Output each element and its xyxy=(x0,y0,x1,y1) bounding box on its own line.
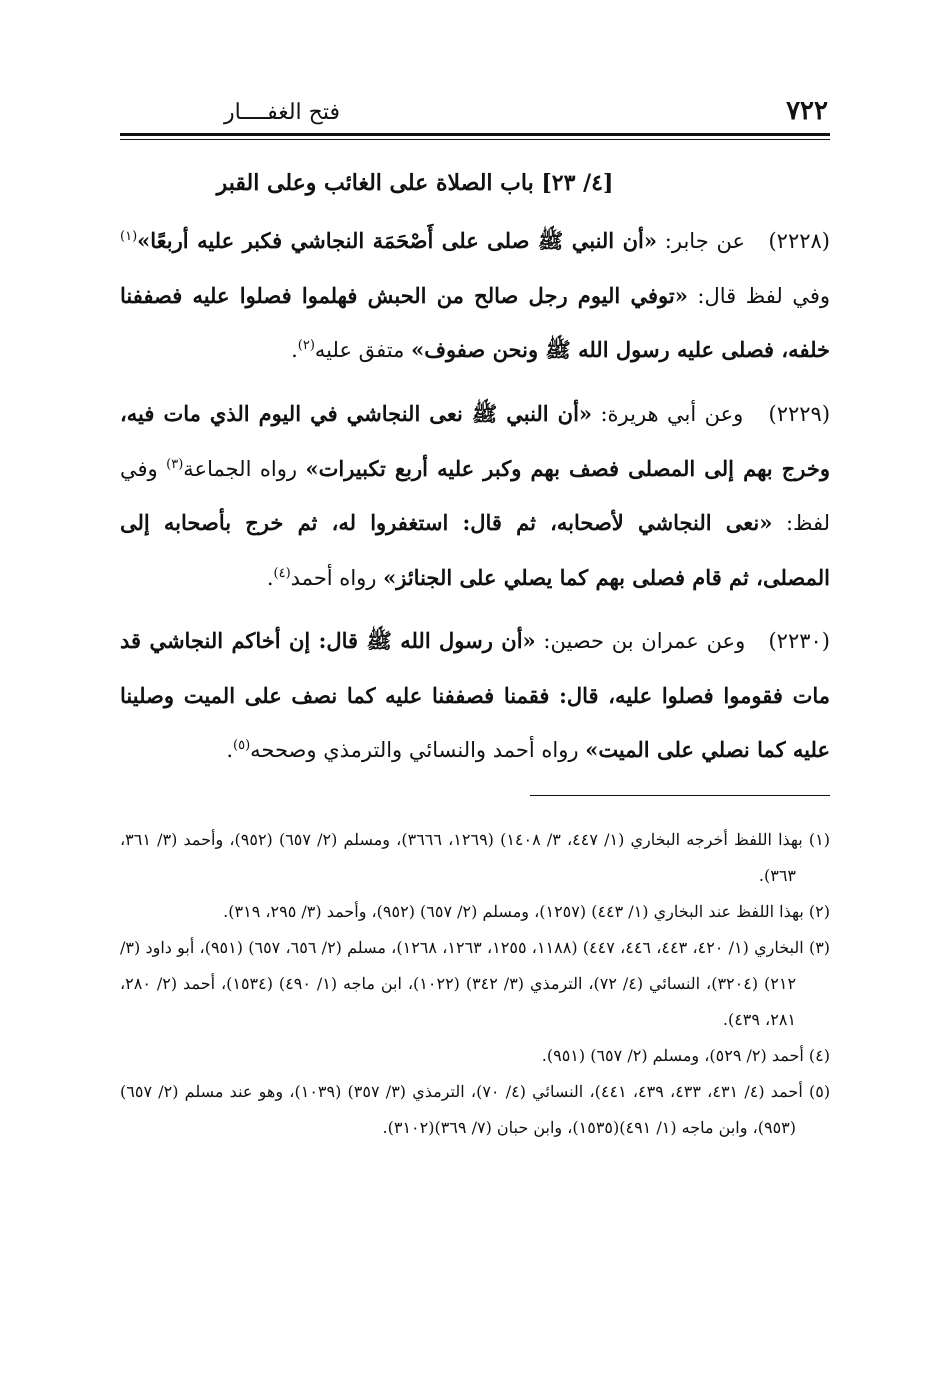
footnote-item: (١) بهذا اللفظ أخرجه البخاري (١/ ٤٤٧، ٣/ ١٤٠٨) (١٢٦٩، ٣٦٦٦)، ومسلم (٢/ ٦٥٧) (٩٥٢)، وأحمد (٣/ ٣٦١، ٣٦٣). xyxy=(120,830,830,885)
footnote-ref: (١) xyxy=(120,229,138,244)
footnote-item: (٥) أحمد (٤/ ٤٣١، ٤٣٣، ٤٣٩، ٤٤١)، النسائي (٤/ ٧٠)، الترمذي (٣/ ٣٥٧) (١٠٣٩)، وهو عند مسلم (٢/ ٦٥٧)(٩٥٣)، وابن ماجه (١/ ٤٩١)(١٥٣٥)، وابن حبان (٧/ ٣٦٩)(٣١٠٢). xyxy=(120,1082,831,1137)
hadith-quote: «أن رسول الله ﷺ قال: إن أخاكم النجاشي قد مات فقوموا فصلوا عليه، قال: فقمنا فصففنا عليه كما نصف على الميت وصلينا عليه كما نصلي على الميت» xyxy=(120,628,830,762)
footnote-ref: (٢) xyxy=(297,338,315,353)
hadith-quote: «نعى النجاشي لأصحابه، ثم قال: استغفروا له، ثم خرج بأصحابه إلى المصلى، ثم قام فصلى بهم كما يصلي على الجنائز» xyxy=(120,510,830,590)
hadith-narrator: وعن عمران بن حصين: xyxy=(535,629,746,653)
footnote-separator xyxy=(530,795,830,796)
hadith-connector: وفي لفظ: xyxy=(120,456,830,535)
hadith-source: متفق عليه xyxy=(314,338,412,362)
hadith-2230 xyxy=(120,614,830,778)
hadith-number: (٢٢٢٨) xyxy=(768,229,830,253)
footnote-item: (٤) أحمد (٢/ ٥٢٩)، ومسلم (٢/ ٦٥٧) (٩٥١). xyxy=(541,1046,830,1065)
hadith-quote: «أن النبي ﷺ صلى على أَصْحَمَة النجاشي فكبر عليه أربعًا» xyxy=(137,228,657,253)
hadith-end: . xyxy=(266,565,274,590)
footnote-ref: (٣) xyxy=(166,456,184,472)
hadith-quote: «توفي اليوم رجل صالح من الحبش فهلموا فصلوا عليه فصففنا خلفه، فصلى عليه رسول الله ﷺ ونحن صفوف» xyxy=(120,282,830,362)
hadith-2229 xyxy=(120,387,830,605)
footnote-ref: (٤) xyxy=(273,565,291,581)
hadith-number: (٢٢٢٩) xyxy=(768,402,831,426)
hadith-2228 xyxy=(120,214,830,378)
header-rule xyxy=(120,133,830,136)
header-rule-thin xyxy=(120,139,830,140)
footnotes xyxy=(120,822,830,1146)
hadith-narrator: عن جابر: xyxy=(656,229,746,253)
hadith-source: رواه أحمد xyxy=(290,565,384,590)
hadith-number: (٢٢٣٠) xyxy=(768,629,830,653)
hadith-narrator: وعن أبي هريرة: xyxy=(592,402,744,426)
footnote-ref: (٥) xyxy=(233,738,251,753)
hadith-end: . xyxy=(226,738,234,762)
chapter-heading: [٤/ ٢٣] باب الصلاة على الغائب وعلى القبر xyxy=(216,170,614,196)
footnote-item: (٢) بهذا اللفظ عند البخاري (١/ ٤٤٣) (١٢٥٧)، ومسلم (٢/ ٦٥٧) (٩٥٢)، وأحمد (٣/ ٢٩٥، ٣١٩). xyxy=(223,902,830,921)
footnote-item: (٣) البخاري (١/ ٤٢٠، ٤٤٣، ٤٤٦، ٤٤٧) (١١٨٨، ١٢٥٥، ١٢٦٣، ١٢٦٨)، مسلم (٢/ ٦٥٦، ٦٥٧) (٩٥١)، أبو داود (٣/ ٢١٢) (٣٢٠٤)، النسائي (٤/ ٧٢)، الترمذي (٣/ ٣٤٢) (١٠٢٢)، ابن ماجه (١/ ٤٩٠) (١٥٣٤)، أحمد (٢/ ٢٨٠، ٢٨١، ٤٣٩). xyxy=(120,938,831,1029)
hadith-end: . xyxy=(291,338,298,362)
page-number: ٧٢٢ xyxy=(786,96,828,126)
hadith-connector: وفي لفظ قال: xyxy=(687,283,830,308)
hadith-source: رواه أحمد والنسائي والترمذي وصححه xyxy=(250,738,586,762)
hadith-source: رواه الجماعة xyxy=(183,456,306,481)
hadith-quote: «أن النبي ﷺ نعى النجاشي في اليوم الذي مات فيه، وخرج بهم إلى المصلى فصف بهم وكبر عليه أربع تكبيرات» xyxy=(120,401,830,481)
running-header-title: فتح الغفــــار xyxy=(223,100,340,125)
